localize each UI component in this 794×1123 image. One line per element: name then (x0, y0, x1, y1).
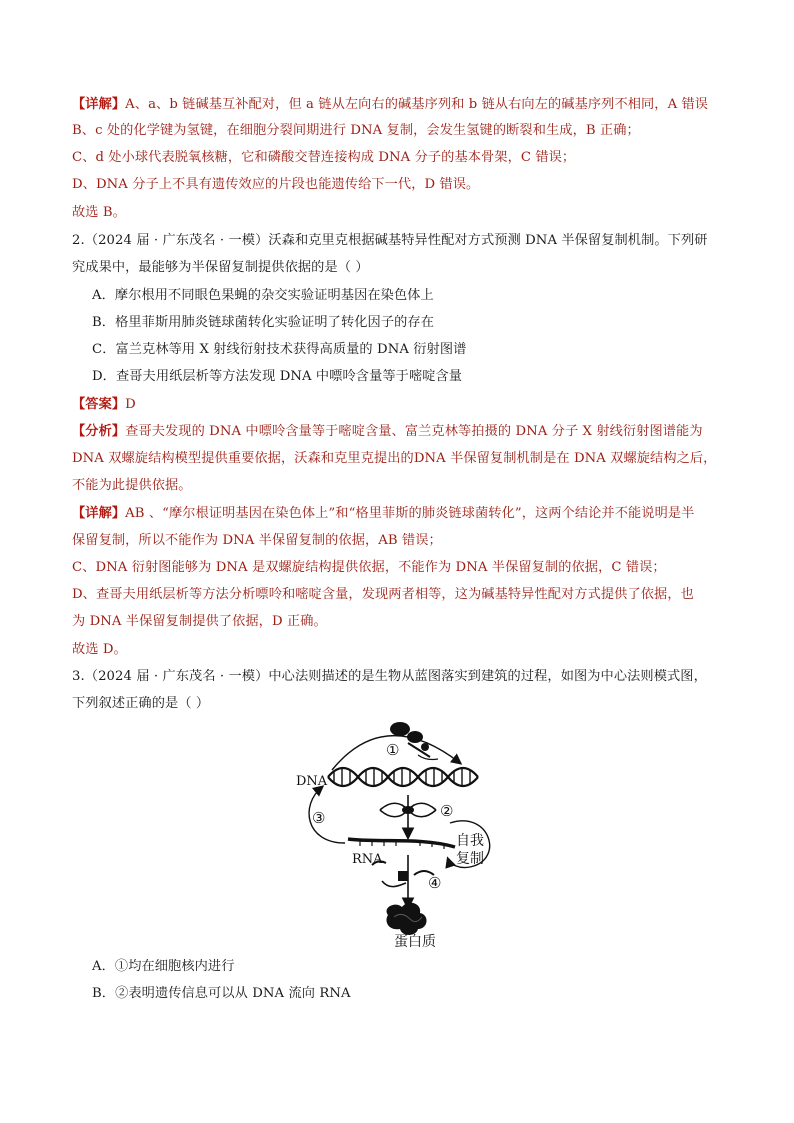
choose-answer-2: 故选 D。 (72, 642, 127, 657)
question-2-stem-2: 究成果中，最能够为半保留复制提供依据的是（ ） (72, 260, 369, 275)
self-replication-label-1: 自我 (456, 833, 484, 849)
protein-label: 蛋白质 (394, 934, 436, 950)
question-3-option-b: B．②表明遗传信息可以从 DNA 流向 RNA (92, 986, 351, 1001)
answer-value: D (125, 397, 136, 412)
detail-line-3: C、d 处小球代表脱氧核糖，它和磷酸交替连接构成 DNA 分子的基本骨架，C 错误； (72, 150, 576, 165)
detail-line-4: D、DNA 分子上不具有遗传效应的片段也能遗传给下一代，D 错误。 (72, 177, 480, 192)
label-1: ① (386, 741, 400, 759)
detail2-tag: 【详解】 (72, 506, 126, 521)
answer-line (72, 395, 732, 415)
analysis-line-3: 不能为此提供依据。 (72, 478, 192, 493)
label-3: ③ (312, 809, 326, 827)
question-3-stem-2: 下列叙述正确的是（ ） (72, 696, 210, 711)
analysis-line-2: DNA 双螺旋结构模型提供重要依据，沃森和克里克提出的DNA 半保留复制机制是在 DNA 双螺旋结构之后， (72, 451, 717, 466)
answer-tag: 【答案】 (72, 397, 126, 412)
detail2-line-4: D、查哥夫用纸层析等方法分析嘌呤和嘧啶含量，发现两者相等，这为碱基特异性配对方式提供了依据，也 (72, 587, 694, 602)
label-2: ② (440, 802, 454, 820)
detail2-line-1: 【详解】AB 、“摩尔根证明基因在染色体上”和“格里菲斯的肺炎链球菌转化”，这两个结论并不能说明是半 (72, 506, 695, 521)
question-2-option-d: D．查哥夫用纸层析等方法发现 DNA 中嘌呤含量等于嘧啶含量 (92, 369, 463, 384)
detail2-line-3: C、DNA 衍射图能够为 DNA 是双螺旋结构提供依据，不能作为 DNA 半保留复制的依据，C 错误； (72, 560, 666, 575)
detail2-line-5: 为 DNA 半保留复制提供了依据，D 正确。 (72, 614, 327, 629)
rna-label: RNA (352, 852, 383, 867)
detail-tag: 【详解】 (72, 97, 126, 112)
detail2-line-2: 保留复制，所以不能作为 DNA 半保留复制的依据，AB 错误； (72, 533, 442, 548)
label-4: ④ (428, 874, 442, 892)
detail-line-1: 【详解】A、a、b 链碱基互补配对，但 a 链从左向右的碱基序列和 b 链从右向左的碱基序列不相同，A 错误 (72, 97, 709, 112)
detail-line-2: B、c 处的化学键为氢键，在细胞分裂间期进行 DNA 复制，会发生氢键的断裂和生成，B 正确； (72, 123, 640, 138)
rna-strand (348, 839, 455, 847)
question-2-stem-1: 2.（2024 届 · 广东茂名 · 一模）沃森和克里克根据碱基特异性配对方式预测 DNA 半保留复制机制。下列研 (72, 233, 708, 248)
dna-label: DNA (296, 774, 328, 789)
analysis-line-1: 【分析】查哥夫发现的 DNA 中嘌呤含量等于嘧啶含量、富兰克林等拍摄的 DNA 分子 X 射线衍射图谱能为 (72, 424, 703, 439)
choose-answer: 故选 B。 (72, 205, 126, 220)
self-replication-label-2: 复制 (456, 851, 484, 867)
question-2-option-a: A．摩尔根用不同眼色果蝇的杂交实验证明基因在染色体上 (92, 288, 434, 303)
dna-helix-icon (328, 768, 478, 786)
question-2-option-b: B．格里菲斯用肺炎链球菌转化实验证明了转化因子的存在 (92, 315, 434, 330)
question-3-option-a: A．①均在细胞核内进行 (92, 959, 235, 974)
protein-icon (387, 903, 427, 935)
central-dogma-figure (290, 715, 510, 950)
question-2-option-c: C．富兰克林等用 X 射线衍射技术获得高质量的 DNA 衍射图谱 (92, 342, 467, 357)
analysis-tag: 【分析】 (72, 424, 126, 439)
question-3-stem-1: 3.（2024 届 · 广东茂名 · 一模）中心法则描述的是生物从蓝图落实到建筑的过程，如图为中心法则模式图， (72, 669, 707, 684)
